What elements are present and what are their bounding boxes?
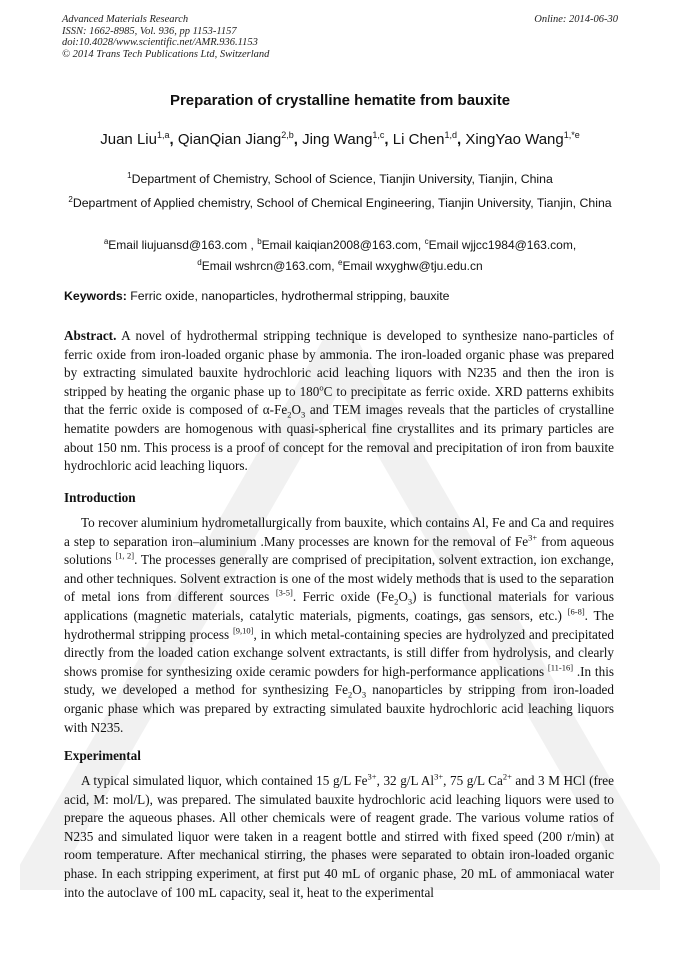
email-link[interactable]: Email liujuansd@163.com , <box>108 238 254 252</box>
keywords <box>64 289 618 303</box>
journal-name: Advanced Materials Research <box>62 14 189 25</box>
copyright-line: © 2014 Trans Tech Publications Ltd, Switzerland <box>62 48 270 60</box>
citation: [1, 2] <box>115 550 135 561</box>
online-date: Online: 2014-06-30 <box>534 14 618 25</box>
abstract: Abstract. A novel of hydrothermal stripping technique is developed to synthesize nano-particles of ferric oxide from iron-loaded organic phase by ammonia. The iron-loaded organic phase was prepared by extracting simulated bauxite hydrochloric acid leaching liquors with N235 and then the iron is stripped by heating the organic phase up to 180$^o$C to precipitate as ferric oxide. XRD patterns exhibits that the ferric oxide is composed of $\alpha-Fe_2O_3$ and TEM images reveals that the particles of crystalline hematite powders are homogenous with quasi-spherical fine crystallites and its primary particles are about 150 nm. This process is a proof of concept for the removal and precipitation of iron from bauxite hydrochloric acid leaching liquors. <box>64 328 614 474</box>
author-name: Jing Wang <box>302 131 373 148</box>
author-affil: 1,a <box>156 130 170 140</box>
affiliation-2: $^2$Department of Applied chemistry, School of Chemical Engineering, Tianjin University, Tianjin, China <box>68 195 612 211</box>
doi-line: doi:10.4028/www.scientific.net/AMR.936.1153 <box>62 37 258 48</box>
author-affil: 2,b <box>281 130 294 140</box>
keywords-text: Ferric oxide, nanoparticles, hydrothermal stripping, bauxite <box>126 289 450 303</box>
author-affil: 1,c <box>372 130 385 140</box>
section-heading-experimental: Experimental <box>64 748 141 763</box>
author-name: QianQian Jiang <box>177 131 282 148</box>
journal-header <box>62 14 618 60</box>
author-list: Juan Liu$^{1,a}$, QianQian Jiang$^{2,b}$, Jing Wang$^{1,c}$, Li Chen$^{1,d}$, XingYao Wang$^{1,*e}$ <box>100 130 580 148</box>
citation: [3-5] <box>275 587 293 598</box>
abstract-label: Abstract. <box>64 328 117 343</box>
issn-line: ISSN: 1662-8985, Vol. 936, pp 1153-1157 <box>62 25 237 37</box>
author-name: Li Chen <box>392 131 445 148</box>
author-affil: 1,d <box>444 130 457 140</box>
author-name: Juan Liu <box>100 131 157 148</box>
introduction-paragraph: To recover aluminium hydrometallurgically from bauxite, which contains Al, Fe and Ca and requires a step to separation iron–aluminium .Many processes are known for the removal of $Fe^{3+}$ from aqueous solutions [1, 2]. The processes generally are comprised of precipitation, solvent extraction, ion exchange, and other techniques. Solvent extraction is one of the most widely methods that is used to the separation of metal ions from different sources [3-5]. Ferric oxide $(Fe_2O_3)$ is functional materials for various applications (magnetic materials, catalytic materials, pigments, coatings, gas sensors, etc.) [6-8]. The hydrothermal stripping process [9,10], in which metal-containing species are hydrolyzed and precipitated directly from the loaded cation exchange solvent extractants, is still differ from hydrolysis, and clearly shows promise for synthesizing oxide ceramic powders for high-performance applications [11-16] .In this study, we developed a method for synthesizing $Fe_2O_3$ nanoparticles by stripping from iron-loaded organic phase which was prepared by extracting simulated bauxite hydrochloric acid leaching liquors with N235. <box>64 515 615 735</box>
experimental-paragraph: A typical simulated liquor, which contained 15 g/L $Fe^{3+}$, 32 g/L $Al^{3+}$, 75 g/L $Ca^{2+}$ and 3 M HCl (free acid, M: mol/L), was prepared. The simulated bauxite hydrochloric acid leaching liquors were used to prepare the aqueous phases. All other chemicals were of reagent grade. The various volume ratios of N235 and simulated liquor were taken in a reagent bottle and stirred with fixed speed (200 r/min) at room temperature. After mechanical stirring, the phases were separated to obtain iron-loaded organic phase. In each stripping experiment, at first put 40 mL of organic phase, 20 mL of ammoniacal water into the autoclave of 100 mL capacity, seal it, heat to the experimental <box>64 771 614 900</box>
keywords-label: Keywords: <box>64 289 127 303</box>
author-emails: $^a$Email liujuansd@163.com , $^b$Email kaiqian2008@163.com, $^c$Email wjjcc1984@163.com, $^d$Email wshrcn@163.com, $^e$Email wxyghw@tju.edu.cn <box>103 237 577 273</box>
section-heading-introduction: Introduction <box>64 490 136 505</box>
paper-title: Preparation of crystalline hematite from bauxite <box>169 92 511 109</box>
email-link[interactable]: Email wxyghw@tju.edu.cn <box>342 259 483 273</box>
author-name: XingYao Wang <box>465 131 564 148</box>
email-link[interactable]: Email kaiqian2008@163.com, <box>261 238 425 252</box>
email-link[interactable]: Email wshrcn@163.com, <box>201 259 338 273</box>
citation: [9,10] <box>232 625 254 636</box>
email-link[interactable]: Email wjjcc1984@163.com, <box>428 238 577 252</box>
affiliation-1: $^1$Department of Chemistry, School of Science, Tianjin University, Tianjin, China <box>127 171 553 187</box>
citation: [11-16] <box>547 662 574 673</box>
citation: [6-8] <box>567 606 585 617</box>
author-affil: 1,*e <box>563 130 580 140</box>
